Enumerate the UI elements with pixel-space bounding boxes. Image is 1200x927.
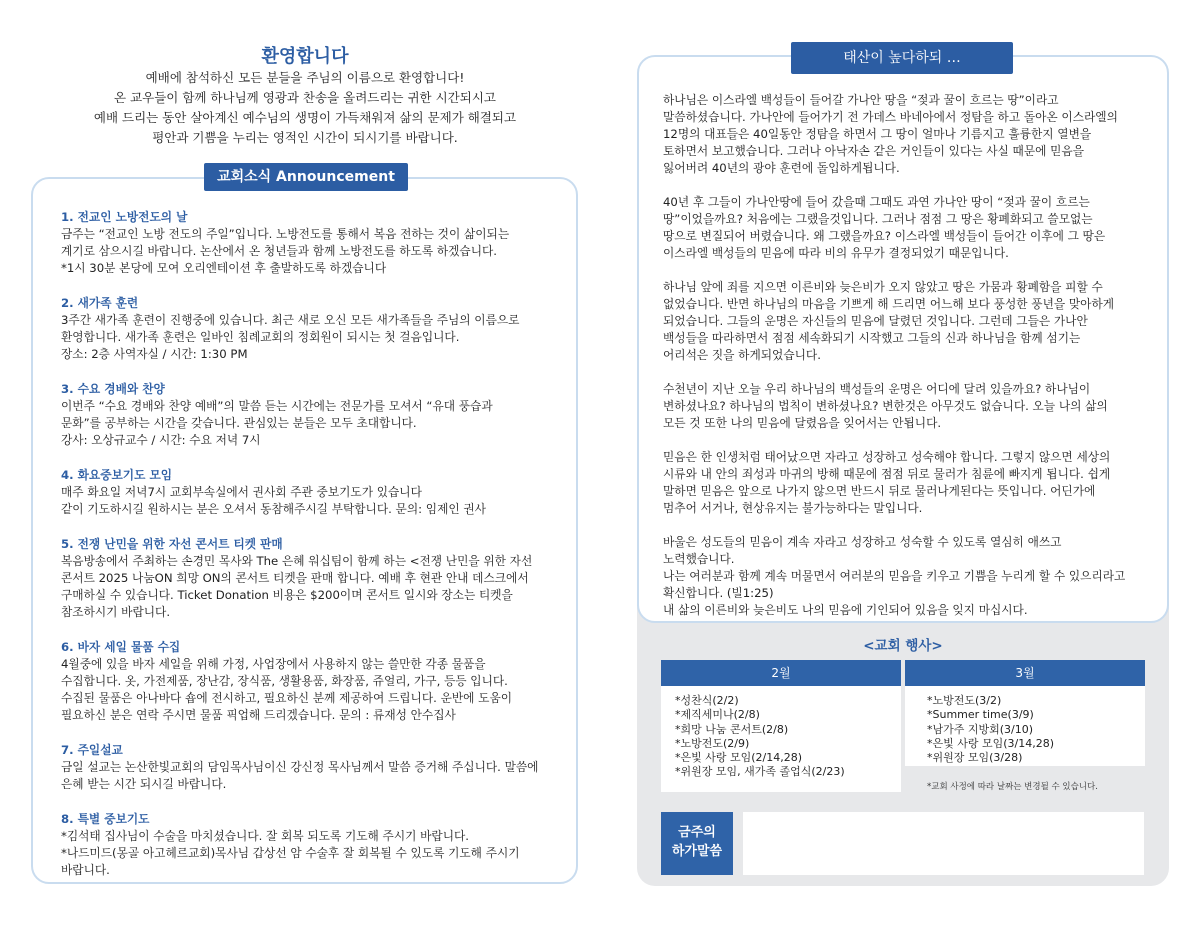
welcome-line: 평안과 기쁨을 누리는 영적인 시간이 되시기를 바랍니다. <box>152 130 458 145</box>
sermon-line: 말하면 믿음은 앞으로 나가지 않으면 반드시 뒤로 물러나게된다는 뜻입니다. 어딘가에 <box>663 484 1096 498</box>
announcement-text: *1시 30분 본당에 모여 오리엔테이션 후 출발하도록 하겠습니다 <box>61 261 387 275</box>
announcement-text: 강사: 오상규교수 / 시간: 수요 저녁 7시 <box>61 433 261 447</box>
announcement-text: 매주 화요일 저녁7시 교회부속실에서 권사회 주관 중보기도가 있습니다 <box>61 485 422 499</box>
announcement-title: 7. 주일설교 <box>61 743 123 757</box>
announcement-text: 은혜 받는 시간 되시길 바랍니다. <box>61 777 227 791</box>
announcement-title: 5. 전쟁 난민을 위한 자선 콘서트 티켓 판매 <box>61 537 283 551</box>
weekly-verse-box <box>743 812 1144 875</box>
announcement-text: 계기로 삼으시길 바랍니다. 논산에서 온 청년들과 함께 노방전도를 하도록 하겠습니다. <box>61 244 498 258</box>
announcement-item <box>61 467 561 518</box>
event-item: *은빛 사랑 모임(3/14,28) <box>927 736 1055 750</box>
month-header-feb: 2월 <box>661 660 901 686</box>
event-item: *노방전도(3/2) <box>927 694 1002 707</box>
event-item: *은빛 사랑 모임(2/14,28) <box>675 751 803 765</box>
weekly-verse-label <box>661 812 733 875</box>
sermon-line: 어리석은 짓을 하게되었습니다. <box>663 348 821 362</box>
sermon-line: 나는 여러분과 함께 계속 머물면서 여러분의 믿음을 키우고 기쁨을 누리게 할 수 있으리라고 <box>663 569 1126 583</box>
sermon-line: 토하면서 보고했습니다. 그러나 아낙자손 같은 거인들이 있다는 사실 때문에 믿음을 <box>663 144 1085 158</box>
sermon-line: 변하셨나요? 하나님의 법칙이 변하셨나요? 변한것은 아무것도 없습니다. 오늘 나의 삶의 <box>663 399 1108 413</box>
welcome-line: 온 교우들이 함께 하나님께 영광과 찬송을 올려드리는 귀한 시간되시고 <box>114 90 496 105</box>
event-item: *위원장 모임, 새가족 졸업식(2/23) <box>675 765 845 779</box>
announcement-text: 금일 설교는 논산한빛교회의 담임목사님이신 강신정 목사님께서 말씀 증거해 주십니다. 말씀에 <box>61 760 539 774</box>
sermon-paragraph <box>663 92 1153 177</box>
welcome-line: 예배에 참석하신 모든 분들을 주님의 이름으로 환영합니다! <box>145 70 465 85</box>
sermon-line: 땅”이었을까요? 처음에는 그랬을것입니다. 그러나 점점 그 땅은 황폐화되고 쓸모없는 <box>663 212 1093 226</box>
announcement-text: 장소: 2층 사역자실 / 시간: 1:30 PM <box>61 347 248 361</box>
sermon-line: 잃어버려 40년의 광야 훈련에 돌입하게됩니다. <box>663 161 900 175</box>
announcement-text: 같이 기도하시길 원하시는 분은 오셔서 동참해주시길 부탁합니다. 문의: 임제인 권사 <box>61 502 486 516</box>
announcement-text: 3주간 새가족 훈련이 진행중에 있습니다. 최근 새로 오신 모든 새가족들을 주님의 이름으로 <box>61 313 520 327</box>
sermon-line: 멈추어 서거나, 현상유지는 불가능하다는 말입니다. <box>663 501 923 515</box>
announcement-text: 수집된 물품은 아나바다 숍에 전시하고, 필요하신 분께 제공하여 드립니다. 운반에 도움이 <box>61 691 513 705</box>
announcement-text: 4월중에 있을 바자 세일을 위해 가정, 사업장에서 사용하지 않는 쓸만한 각종 물품을 <box>61 657 486 671</box>
sermon-line: 없었습니다. 반면 하나님의 마음을 기쁘게 해 드리면 어느해 보다 풍성한 풍년을 맞아하게 <box>663 297 1115 311</box>
announcement-title: 4. 화요중보기도 모임 <box>61 468 173 482</box>
sermon-line: 믿음은 한 인생처럼 태어났으면 자라고 성장하고 성숙해야 합니다. 그렇지 않으면 세상의 <box>663 450 1111 464</box>
sermon-paragraph <box>663 534 1153 619</box>
sermon-heading: 태산이 높다하되 … <box>791 42 1013 74</box>
sermon-paragraph <box>663 381 1153 432</box>
sermon-line: 백성들을 따라하면서 점점 세속화되기 시작했고 그들의 신과 하나님을 함께 섬기는 <box>663 331 1081 345</box>
sermon-paragraph <box>663 449 1153 517</box>
announcement-title: 2. 새가족 훈련 <box>61 296 139 310</box>
announcement-item <box>61 295 561 363</box>
sermon-line: 모든 것 또한 나의 믿음에 달렸음을 잊어서는 안됩니다. <box>663 416 942 430</box>
announcement-text: *김석태 집사님이 수술을 마치셨습니다. 잘 회복 되도록 기도해 주시기 바랍니다. <box>61 829 469 843</box>
announcement-item <box>61 536 561 621</box>
events-title: <교회 행사> <box>863 638 943 654</box>
announcement-text: 금주는 “전교인 노방 전도의 주일”입니다. 노방전도를 통해서 복음 전하는 것이 삶이되는 <box>61 227 510 241</box>
sermon-line: 내 삶의 이른비와 늦은비도 나의 믿음에 기인되어 있음을 잊지 마십시다. <box>663 603 1028 617</box>
sermon-line: 시류와 내 안의 죄성과 마귀의 방해 때문에 점점 뒤로 물러가 침륜에 빠지게 됩니다. 쉽게 <box>663 467 1111 481</box>
announcement-heading: 교회소식 Announcement <box>204 163 408 191</box>
announcement-item <box>61 381 561 449</box>
sermon-line: 하나님 앞에 죄를 지으면 이른비와 늦은비가 오지 않았고 땅은 가뭄과 황폐함을 피할 수 <box>663 280 1103 294</box>
sermon-line: 12명의 대표들은 40일동안 정탐을 하면서 그 땅이 얼마나 기름지고 훌륭한지 열변을 <box>663 127 1092 141</box>
event-item: *성찬식(2/2) <box>675 694 739 707</box>
sermon-line: 이스라엘 백성들의 믿음에 따라 비의 유무가 결정되었기 때문입니다. <box>663 246 1009 260</box>
announcement-text: 환영합니다. 새가족 훈련은 일바인 침례교회의 정회원이 되시는 첫 걸음입니다. <box>61 330 460 344</box>
event-item: *위원장 모임(3/28) <box>927 751 1023 765</box>
event-item: *Summer time(3/9) <box>927 708 1034 722</box>
sermon-line: 바울은 성도들의 믿음이 계속 자라고 성장하고 성숙할 수 있도록 열심히 애쓰고 <box>663 535 1062 549</box>
sermon-line: 노력했습니다. <box>663 552 735 566</box>
announcement-title: 3. 수요 경배와 찬양 <box>61 382 165 396</box>
events-note: *교회 사정에 따라 날짜는 변경될 수 있습니다. <box>927 782 1098 792</box>
announcement-text: 바랍니다. <box>61 863 110 877</box>
announcement-text: 이번주 “수요 경배와 찬양 예배”의 말씀 듣는 시간에는 전문가를 모셔서 “유대 풍습과 <box>61 399 493 413</box>
announcement-text: 수집합니다. 옷, 가전제품, 장난감, 장식품, 생활용품, 화장품, 쥬얼리, 가구, 등등 입니다. <box>61 674 508 688</box>
announcement-item <box>61 742 561 793</box>
event-item: *남가주 지방회(3/10) <box>927 722 1034 736</box>
announcement-text: *나드미드(몽골 아고헤르교회)목사님 갑상선 암 수술후 잘 회복될 수 있도록 기도해 주시기 <box>61 846 520 860</box>
sermon-line: 땅으로 변질되어 버렸습니다. 왜 그랬을까요? 이스라엘 백성들이 들어간 이후에 그 땅은 <box>663 229 1106 243</box>
event-item: *노방전도(2/9) <box>675 736 750 750</box>
announcement-text: 콘서트 2025 나눔ON 희망 ON의 콘서트 티켓을 판매 합니다. 예배 후 현관 안내 데스크에서 <box>61 571 529 585</box>
announcement-item <box>61 811 561 879</box>
welcome-title: 환영합니다 <box>261 46 349 67</box>
sermon-line: 하나님은 이스라엘 백성들이 들어갈 가나안 땅을 “젖과 꿀이 흐르는 땅”이라고 <box>663 93 1059 107</box>
announcement-text: 복음방송에서 주최하는 손경민 목사와 The 은혜 워십팀이 함께 하는 <전쟁 난민을 위한 자선 <box>61 554 533 568</box>
announcement-text: 구매하실 수 있습니다. Ticket Donation 비용은 $200이며 콘서트 일시와 장소는 티켓을 <box>61 588 513 602</box>
weekly-verse-label-line: 하가말씀 <box>671 844 723 859</box>
sermon-body <box>663 92 1153 636</box>
announcement-list <box>61 209 561 897</box>
welcome-line: 예배 드리는 동안 살아계신 예수님의 생명이 가득채워져 삶의 문제가 해결되고 <box>93 110 517 125</box>
welcome-body <box>30 68 580 148</box>
announcement-item <box>61 639 561 724</box>
sermon-line: 말씀하셨습니다. 가나안에 들어가기 전 가데스 바네아에서 정탐을 하고 돌아온 이스라엘의 <box>663 110 1118 124</box>
weekly-verse-label-line: 금주의 <box>678 825 716 840</box>
announcement-text: 필요하신 분은 연락 주시면 물품 픽업해 드리겠습니다. 문의 : 류재성 안수집사 <box>61 708 456 722</box>
event-item: *제직세미나(2/8) <box>675 708 760 722</box>
sermon-line: 확신합니다. (빌1:25) <box>663 586 774 600</box>
sermon-line: 40년 후 그들이 가나안땅에 들어 갔을때 그때도 과연 가나안 땅이 “젖과 꿀이 흐르는 <box>663 195 1090 209</box>
announcement-title: 6. 바자 세일 물품 수집 <box>61 640 181 654</box>
sermon-line: 수천년이 지난 오늘 우리 하나님의 백성들의 운명은 어디에 달려 있을까요? 하나님이 <box>663 382 1091 396</box>
sermon-paragraph <box>663 194 1153 262</box>
event-item: *희망 나눔 콘서트(2/8) <box>675 722 789 736</box>
announcement-title: 8. 특별 중보기도 <box>61 812 150 826</box>
announcement-text: 참조하시기 바랍니다. <box>61 605 171 619</box>
announcement-item <box>61 209 561 277</box>
month-events-feb <box>661 686 901 792</box>
month-events-mar <box>905 686 1145 766</box>
sermon-paragraph <box>663 279 1153 364</box>
month-header-mar: 3월 <box>905 660 1145 686</box>
sermon-line: 되었습니다. 그들의 운명은 자신들의 믿음에 달렸던 것입니다. 그런데 그들은 가나안 <box>663 314 1088 328</box>
announcement-text: 문화”를 공부하는 시간을 갖습니다. 관심있는 분들은 모두 초대합니다. <box>61 416 417 430</box>
announcement-title: 1. 전교인 노방전도의 날 <box>61 210 188 224</box>
